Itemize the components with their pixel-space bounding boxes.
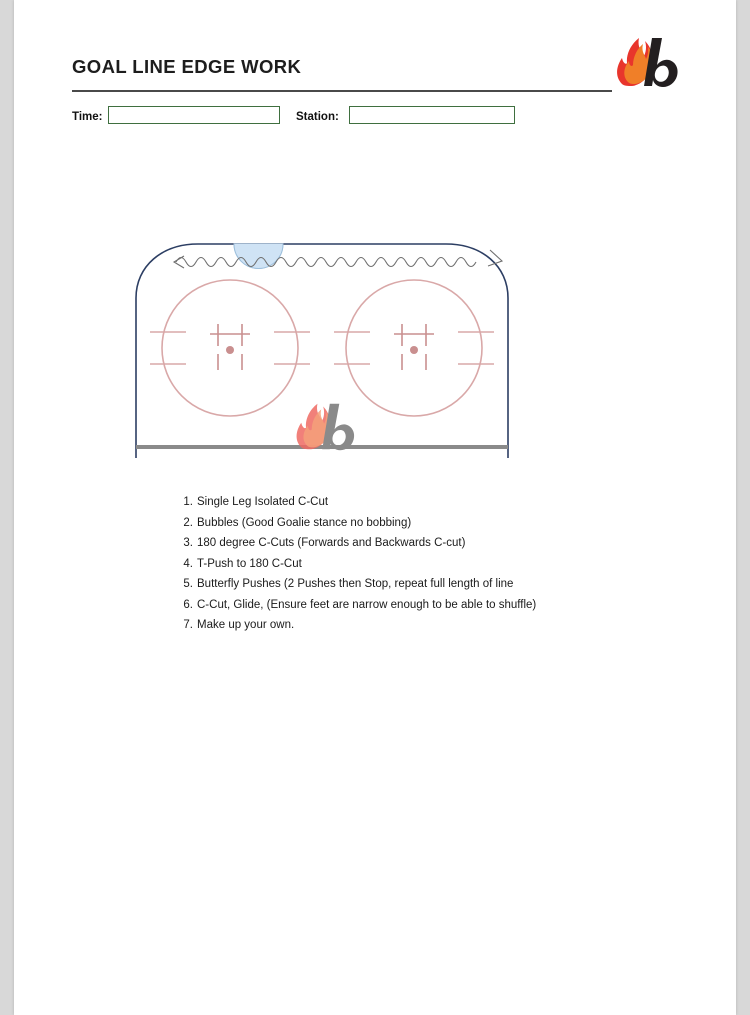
list-item xyxy=(176,513,688,534)
document-page xyxy=(14,0,736,1015)
title-divider xyxy=(72,90,612,92)
form-fields xyxy=(58,106,688,132)
drill-list xyxy=(176,492,688,636)
list-item-number: 6. xyxy=(183,598,193,611)
page-title: GOAL LINE EDGE WORK xyxy=(72,56,302,77)
list-item-text: T-Push to 180 C-Cut xyxy=(197,557,302,570)
list-item xyxy=(176,492,688,513)
list-item xyxy=(176,574,688,595)
list-item-text: Single Leg Isolated C-Cut xyxy=(197,496,329,508)
list-item-text: 180 degree C-Cuts (Forwards and Backwards C-cut) xyxy=(197,537,466,549)
flame-b-logo-watermark xyxy=(297,404,355,451)
list-item-number: 2. xyxy=(183,516,193,529)
list-item xyxy=(176,533,688,554)
time-label: Time: xyxy=(72,111,103,123)
list-item-text: Butterfly Pushes (2 Pushes then Stop, repeat full length of line xyxy=(197,578,514,590)
time-input[interactable] xyxy=(108,106,280,124)
list-item-number: 4. xyxy=(183,557,193,570)
list-item-text: C-Cut, Glide, (Ensure feet are narrow enough to be able to shuffle) xyxy=(197,598,537,611)
list-item-text: Bubbles (Good Goalie stance no bobbing) xyxy=(197,516,412,529)
list-item-text: Make up your own. xyxy=(197,619,295,631)
station-input[interactable] xyxy=(349,106,515,124)
document-header xyxy=(58,28,688,90)
list-item-number: 5. xyxy=(183,578,193,590)
list-item xyxy=(176,554,688,575)
flame-b-logo-icon xyxy=(608,32,682,88)
list-item xyxy=(176,595,688,616)
document-content xyxy=(58,28,688,652)
list-item-number: 7. xyxy=(183,619,193,631)
list-item-number: 3. xyxy=(183,537,193,549)
station-label: Station: xyxy=(296,111,339,123)
hockey-rink-diagram xyxy=(58,148,688,478)
list-item xyxy=(176,615,688,636)
list-item-number: 1. xyxy=(183,496,193,508)
